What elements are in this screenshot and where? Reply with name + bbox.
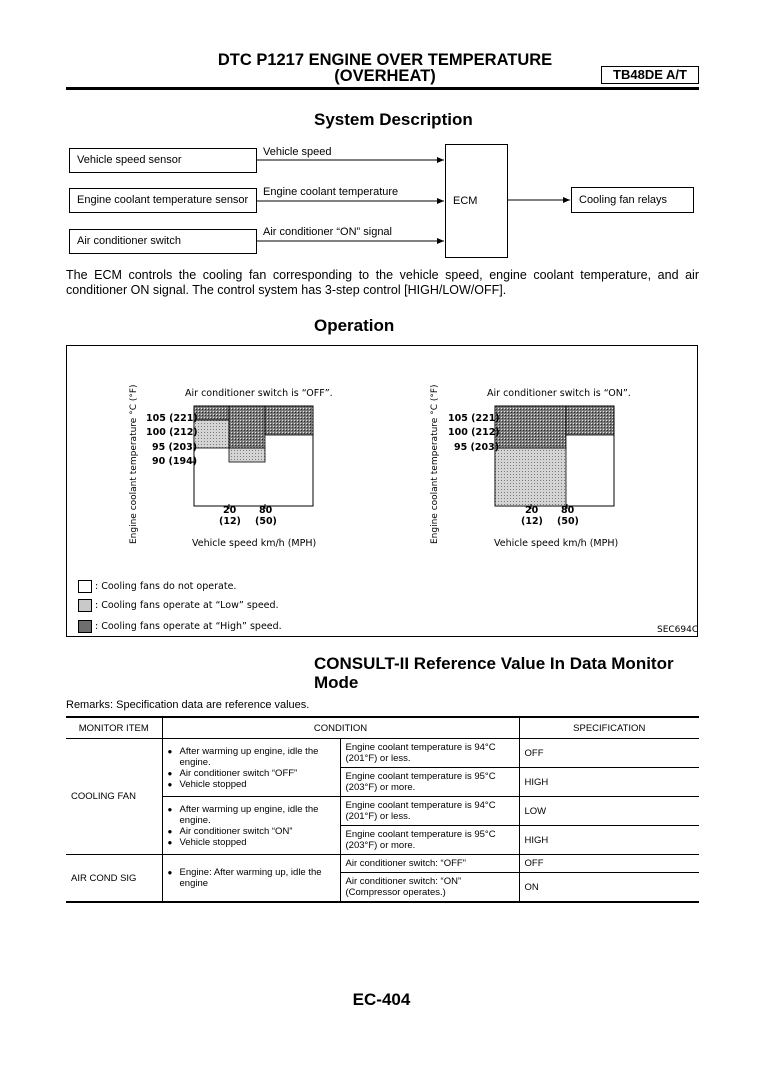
- system-description-text: The ECM controls the cooling fan corresponding to the vehicle speed, engine coolant temperature, and air conditioner ON signal. The control system has 3-step control [HIGH/LOW/OFF].: [66, 268, 699, 297]
- off-ytick-105: 105 (221): [146, 413, 198, 424]
- off-xtick-80: 80: [259, 505, 273, 516]
- table-header-row: [66, 717, 699, 739]
- bullet-item: ● Air conditioner switch “OFF”: [168, 768, 335, 779]
- off-chart-title: Air conditioner switch is “OFF”.: [185, 388, 333, 399]
- air-cond-sig-group: [162, 855, 340, 903]
- on-xtick-50: (50): [557, 516, 579, 527]
- cooling-fan-group1: [162, 739, 340, 797]
- legend-text-high: : Cooling fans operate at “High” speed.: [95, 621, 282, 632]
- condition-cell: Engine coolant temperature is 94°C (201°F) or less.: [340, 797, 519, 826]
- vehicle-speed-signal-label: Vehicle speed: [263, 146, 332, 158]
- bullet-item: ● Engine: After warming up, idle the engine: [168, 867, 335, 889]
- off-ytick-100: 100 (212): [146, 427, 198, 438]
- table-row: [66, 855, 699, 873]
- legend-text-off: : Cooling fans do not operate.: [95, 581, 237, 592]
- on-xtick-20: 20: [525, 505, 539, 516]
- on-region-0: [495, 448, 566, 506]
- system-description-heading: System Description: [314, 110, 473, 129]
- legend-swatch-off: [78, 580, 92, 593]
- cooling-fan-group2: [162, 797, 340, 855]
- bullet-item: ● Air conditioner switch “ON”: [168, 826, 335, 837]
- off-ytick-90: 90 (194): [152, 456, 198, 467]
- ac-on-signal-label: Air conditioner “ON” signal: [263, 226, 392, 238]
- remarks-text: Remarks: Specification data are reference values.: [66, 699, 310, 711]
- on-ytick-105: 105 (221): [448, 413, 500, 424]
- spec-cell: HIGH: [519, 768, 699, 797]
- off-xtick-20: 20: [223, 505, 237, 516]
- on-ytick-95: 95 (203): [454, 442, 500, 453]
- ecm-box: ECM: [445, 144, 508, 258]
- bullet-item: ● After warming up engine, idle the engine.: [168, 804, 335, 826]
- on-x-axis-label: Vehicle speed km/h (MPH): [494, 538, 619, 549]
- consult-reference-table: [66, 716, 699, 903]
- vehicle-speed-sensor-box: Vehicle speed sensor: [69, 148, 257, 173]
- bullet-item: ● Vehicle stopped: [168, 837, 335, 848]
- on-region-2: [566, 406, 614, 435]
- operation-heading: Operation: [314, 316, 395, 335]
- off-region-4: [265, 406, 313, 435]
- coolant-temp-sensor-box: Engine coolant temperature sensor: [69, 188, 257, 213]
- coolant-temp-signal-label: Engine coolant temperature: [263, 186, 399, 198]
- col-condition: CONDITION: [162, 717, 519, 739]
- on-xtick-80: 80: [561, 505, 575, 516]
- on-xtick-12: (12): [521, 516, 543, 527]
- condition-cell: Air conditioner switch: “ON” (Compressor operates.): [340, 873, 519, 903]
- figure-code: SEC694C: [657, 625, 699, 635]
- off-xtick-50: (50): [255, 516, 277, 527]
- consult-heading-line2: Mode: [314, 673, 359, 692]
- condition-cell: Air conditioner switch: “OFF”: [340, 855, 519, 873]
- table-row: [66, 739, 699, 768]
- off-xtick-12: (12): [219, 516, 241, 527]
- spec-cell: OFF: [519, 739, 699, 768]
- on-y-axis-label: Engine coolant temperature °C (°F): [430, 384, 440, 544]
- bullet-item: ● After warming up engine, idle the engine.: [168, 746, 335, 768]
- off-y-axis-label: Engine coolant temperature °C (°F): [129, 384, 139, 544]
- air-cond-sig-item: AIR COND SIG: [66, 855, 162, 903]
- off-region-2: [229, 448, 265, 462]
- col-specification: SPECIFICATION: [519, 717, 699, 739]
- page-number: EC-404: [352, 990, 411, 1009]
- cooling-fan-relays-box: Cooling fan relays: [571, 187, 694, 213]
- off-ytick-95: 95 (203): [152, 442, 198, 453]
- on-region-1: [495, 406, 566, 448]
- chart-ac-on: [495, 406, 614, 506]
- col-monitor-item: MONITOR ITEM: [66, 717, 162, 739]
- off-x-axis-label: Vehicle speed km/h (MPH): [192, 538, 317, 549]
- off-region-3: [229, 406, 265, 448]
- page-title-line2: (OVERHEAT): [334, 67, 436, 85]
- bullet-item: ● Vehicle stopped: [168, 779, 335, 790]
- off-region-1: [194, 406, 229, 420]
- on-chart-title: Air conditioner switch is “ON”.: [487, 388, 631, 399]
- consult-heading-line1: CONSULT-II Reference Value In Data Monitor: [314, 654, 674, 673]
- condition-cell: Engine coolant temperature is 94°C (201°F) or less.: [340, 739, 519, 768]
- chart-ac-off: [194, 406, 313, 506]
- spec-cell: OFF: [519, 855, 699, 873]
- condition-cell: Engine coolant temperature is 95°C (203°F) or more.: [340, 826, 519, 855]
- legend-swatch-high: [78, 620, 92, 633]
- spec-cell: ON: [519, 873, 699, 903]
- model-tag: TB48DE A/T: [601, 66, 699, 84]
- condition-cell: Engine coolant temperature is 95°C (203°F) or more.: [340, 768, 519, 797]
- off-region-0: [194, 420, 229, 448]
- cooling-fan-item: COOLING FAN: [66, 739, 162, 855]
- on-ytick-100: 100 (212): [448, 427, 500, 438]
- consult-heading: [314, 654, 704, 692]
- spec-cell: LOW: [519, 797, 699, 826]
- legend-swatch-low: [78, 599, 92, 612]
- legend-text-low: : Cooling fans operate at “Low” speed.: [95, 600, 279, 611]
- ac-switch-box: Air conditioner switch: [69, 229, 257, 254]
- page-title-line1: DTC P1217 ENGINE OVER TEMPERATURE: [217, 51, 553, 69]
- spec-cell: HIGH: [519, 826, 699, 855]
